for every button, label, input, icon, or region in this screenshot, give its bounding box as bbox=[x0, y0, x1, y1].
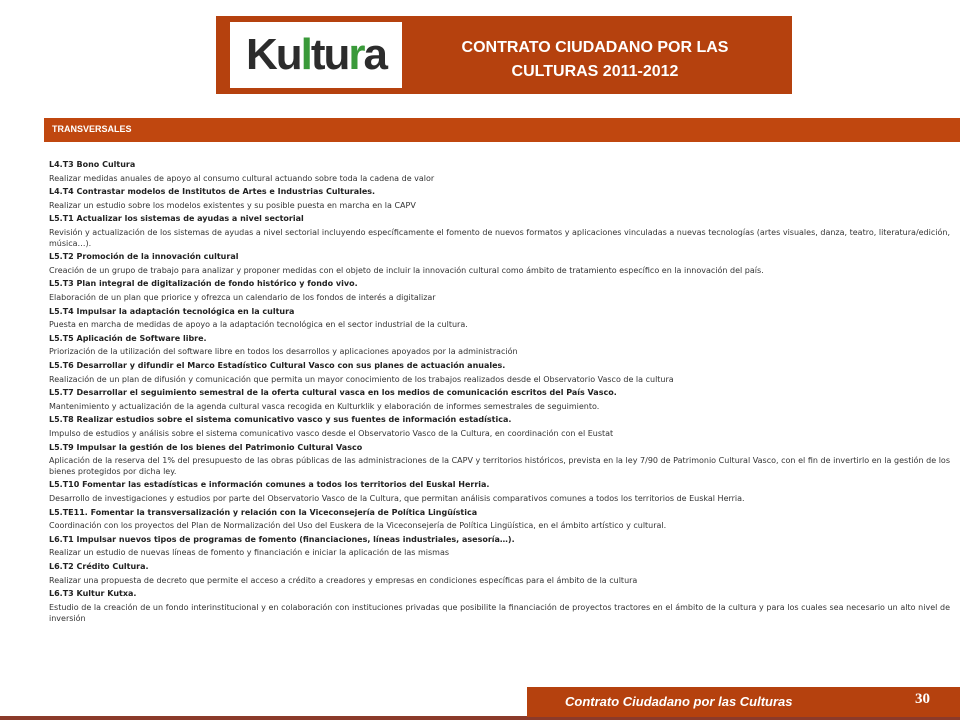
item-description: Realizar un estudio sobre los modelos existentes y su posible puesta en marcha en la CAPV bbox=[49, 200, 416, 210]
section-label: TRANSVERSALES bbox=[52, 124, 132, 134]
item-heading: L5.T8 Realizar estudios sobre el sistema comunicativo vasco y sus fuentes de información estadística. bbox=[49, 415, 512, 425]
item-heading: L5.T6 Desarrollar y difundir el Marco Estadístico Cultural Vasco con sus planes de actuación anuales. bbox=[49, 361, 506, 371]
page-title bbox=[412, 36, 778, 84]
item-heading: L5.TE11. Fomentar la transversalización y relación con la Viceconsejería de Política Lingüística bbox=[49, 507, 478, 517]
item-description: Revisión y actualización de los sistemas de ayudas a nivel sectorial incluyendo específicamente el fomento de nuevos formatos y aplicaciones vinculadas a nuevas tecnologías (artes visuales, danza, teatro, literatura/edición, música…). bbox=[49, 227, 950, 248]
item-description: Mantenimiento y actualización de la agenda cultural vasca recogida en Kulturklik y elaboración de informes semestrales de seguimiento. bbox=[49, 401, 600, 411]
item-description: Elaboración de un plan que priorice y ofrezca un calendario de los fondos de interés a digitalizar bbox=[49, 293, 436, 303]
kultura-logo bbox=[230, 22, 402, 88]
item-description: Priorización de la utilización del software libre en todos los desarrollos y aplicaciones apoyados por la administración bbox=[49, 347, 518, 357]
item-description: Creación de un grupo de trabajo para analizar y proponer medidas con el objeto de incluir la innovación cultural como ámbito de tratamiento específico en la innovación del país. bbox=[49, 265, 764, 275]
item-heading: L5.T2 Promoción de la innovación cultural bbox=[49, 252, 239, 262]
title-line-2: CULTURAS 2011-2012 bbox=[511, 63, 679, 80]
item-heading: L6.T3 Kultur Kutxa. bbox=[49, 589, 137, 599]
content-list bbox=[49, 160, 950, 624]
item-description: Desarrollo de investigaciones y estudios por parte del Observatorio Vasco de la Cultura, que permitan análisis comparativos comunes a todos los territorios de Euskal Herria. bbox=[49, 494, 745, 504]
item-description: Realizar una propuesta de decreto que permite el acceso a crédito a creadores y empresas en condiciones específicas para el ámbito de la cultura bbox=[49, 575, 638, 585]
kultura-logo-text bbox=[230, 22, 402, 88]
logo-part: l bbox=[300, 30, 311, 79]
section-bar bbox=[44, 118, 960, 142]
item-description: Aplicación de la reserva del 1% del presupuesto de las obras públicas de las administraciones de la CAPV y territorios históricos, prevista en la ley 7/90 de Patrimonio Cultural Vasco, con el fin de invertirlo en la gestión de los bienes protegidos por dicha ley. bbox=[49, 456, 950, 476]
item-heading: L6.T2 Crédito Cultura. bbox=[49, 562, 149, 572]
logo-part: tu bbox=[310, 30, 349, 79]
item-heading: L5.T5 Aplicación de Software libre. bbox=[49, 333, 207, 343]
item-heading: L5.T9 Impulsar la gestión de los bienes del Patrimonio Cultural Vasco bbox=[49, 442, 363, 452]
logo-part: a bbox=[363, 30, 387, 79]
item-description: Estudio de la creación de un fondo interinstitucional y en colaboración con instituciones privadas que posibilite la financiación de proyectos tractores en el ámbito de la cultura y para los cuales sea necesario un alto nivel de inversión bbox=[49, 602, 950, 623]
item-heading: L4.T4 Contrastar modelos de Institutos de Artes e Industrias Culturales. bbox=[49, 187, 376, 197]
item-description: Realizar un estudio de nuevas líneas de fomento y financiación e iniciar la aplicación de las mismas bbox=[49, 548, 450, 558]
item-description: Coordinación con los proyectos del Plan de Normalización del Uso del Euskera de la Viceconsejería de Política Lingüística, en el ámbito artístico y cultural. bbox=[49, 521, 667, 531]
logo-part: r bbox=[348, 30, 364, 79]
item-heading: L5.T10 Fomentar las estadísticas e información comunes a todos los territorios del Euskal Herria. bbox=[49, 480, 490, 490]
logo-part: Ku bbox=[245, 30, 301, 79]
item-description: Impulso de estudios y análisis sobre el sistema comunicativo vasco desde el Observatorio Vasco de la Cultura, en coordinación con el Eustat bbox=[49, 428, 614, 438]
item-heading: L5.T3 Plan integral de digitalización de fondo histórico y fondo vivo. bbox=[49, 279, 358, 289]
page-number: 30 bbox=[915, 691, 930, 707]
item-description: Puesta en marcha de medidas de apoyo a la adaptación tecnológica en el sector industrial de la cultura. bbox=[49, 320, 468, 330]
item-heading: L6.T1 Impulsar nuevos tipos de programas de fomento (financiaciones, líneas industriales, asesoría…). bbox=[49, 534, 515, 544]
item-heading: L5.T1 Actualizar los sistemas de ayudas a nivel sectorial bbox=[49, 214, 304, 224]
item-description: Realización de un plan de difusión y comunicación que permita un mayor conocimiento de los trabajos realizados desde el Observatorio Vasco de la cultura bbox=[49, 374, 674, 384]
item-heading: L4.T3 Bono Cultura bbox=[49, 160, 136, 169]
footer-label: Contrato Ciudadano por las Culturas bbox=[565, 694, 793, 709]
item-heading: L5.T7 Desarrollar el seguimiento semestral de la oferta cultural vasca en los medios de comunicación escritos del País Vasco. bbox=[49, 388, 617, 398]
title-line-1: CONTRATO CIUDADANO POR LAS bbox=[461, 39, 729, 56]
item-heading: L5.T4 Impulsar la adaptación tecnológica en la cultura bbox=[49, 306, 295, 316]
item-description: Realizar medidas anuales de apoyo al consumo cultural actuando sobre toda la cadena de valor bbox=[49, 173, 435, 183]
